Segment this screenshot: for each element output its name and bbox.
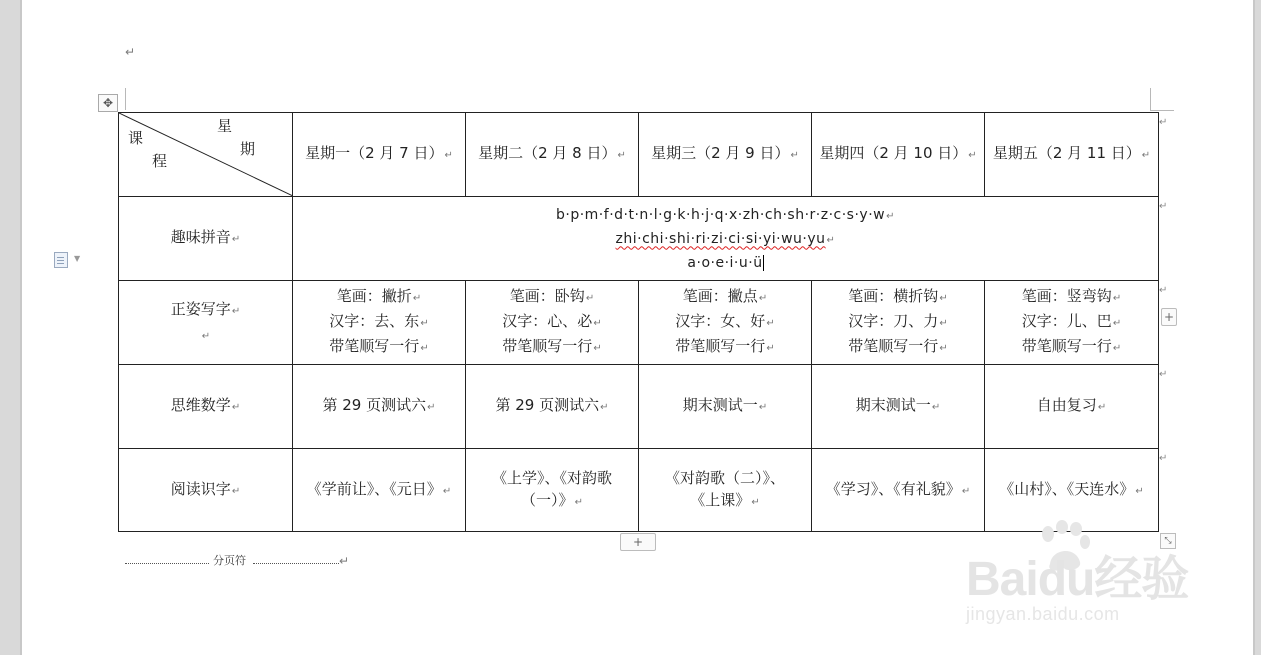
pinyin-syllables: zhi·chi·shi·ri·zi·ci·si·yi·wu·yu: [615, 230, 826, 247]
stroke-text: 笔画：撇折: [336, 287, 412, 305]
corner-label-ke: 课: [128, 129, 144, 147]
corner-label-cheng: 程: [152, 152, 168, 170]
character-text: 汉字：儿、巴: [1021, 312, 1112, 330]
page-break: [125, 552, 339, 567]
stroke-text: 笔画：卧钩: [509, 287, 585, 305]
reading-text: 《上学》、《对韵歌: [491, 468, 612, 487]
margin-corner-mark: [1150, 110, 1174, 111]
course-cell[interactable]: 趣味拼音↵: [119, 197, 293, 281]
stroke-text: 笔画：横折钩: [848, 287, 939, 305]
math-task-text: 自由复习: [1036, 396, 1097, 414]
paste-options-icon[interactable]: [54, 252, 68, 268]
page-break-label: 分页符: [213, 554, 246, 567]
row-end-mark: ↵: [1159, 453, 1168, 464]
reading-text: 《山村》、《天连水》: [999, 479, 1135, 498]
add-row-button[interactable]: +: [620, 533, 656, 551]
lesson-cell[interactable]: 笔画：横折钩↵ 汉字：刀、力↵ 带笔顺写一行↵: [812, 281, 985, 365]
practice-text: 带笔顺写一行: [848, 337, 939, 355]
course-cell[interactable]: 阅读识字↵: [119, 449, 293, 532]
margin-corner-mark: [1150, 88, 1151, 110]
pinyin-consonants: b·p·m·f·d·t·n·l·g·k·h·j·q·x·zh·ch·sh·r·z·c·s·y·w: [556, 206, 886, 223]
table-row: [119, 365, 1159, 449]
lesson-cell[interactable]: 笔画：竖弯钩↵ 汉字：儿、巴↵ 带笔顺写一行↵: [985, 281, 1159, 365]
reading-text: 《学习》、《有礼貌》: [825, 479, 961, 498]
practice-text: 带笔顺写一行: [1021, 337, 1112, 355]
practice-text: 带笔顺写一行: [502, 337, 593, 355]
pinyin-cell[interactable]: b·p·m·f·d·t·n·l·g·k·h·j·q·x·zh·ch·sh·r·z·c·s·y·w↵ zhi·chi·shi·ri·zi·ci·si·yi·wu·yu↵ a·o·e·i·u·ü: [293, 197, 1159, 281]
day-header-label: 星期四（2 月 10 日）: [819, 144, 968, 162]
day-header-cell[interactable]: 星期五（2 月 11 日）↵: [985, 113, 1159, 197]
character-text: 汉字：心、必: [502, 312, 593, 330]
schedule-table: [118, 112, 1159, 532]
lesson-cell[interactable]: 笔画：撇点↵ 汉字：女、好↵ 带笔顺写一行↵: [639, 281, 812, 365]
lesson-cell[interactable]: 自由复习↵: [985, 365, 1159, 449]
practice-text: 带笔顺写一行: [675, 337, 766, 355]
row-end-mark: ↵: [1159, 201, 1168, 212]
day-header-cell[interactable]: 星期一（2 月 7 日）↵: [293, 113, 466, 197]
watermark-url: jingyan.baidu.com: [966, 604, 1120, 624]
row-end-mark: ↵: [1159, 369, 1168, 380]
watermark-brand: Baidu: [966, 553, 1095, 606]
course-label: 思维数学: [170, 396, 231, 414]
course-label: 正姿写字: [170, 299, 231, 318]
day-header-cell[interactable]: 星期二（2 月 8 日）↵: [466, 113, 639, 197]
table-row: [119, 281, 1159, 365]
paragraph-mark: ↵: [125, 45, 136, 59]
diagonal-header-cell[interactable]: [119, 113, 293, 197]
stroke-text: 笔画：竖弯钩: [1021, 287, 1112, 305]
character-text: 汉字：女、好: [675, 312, 766, 330]
day-header-cell[interactable]: 星期三（2 月 9 日）↵: [639, 113, 812, 197]
corner-label-qi: 期: [240, 140, 256, 158]
math-task-text: 期末测试一: [855, 396, 931, 414]
practice-text: 带笔顺写一行: [329, 337, 420, 355]
reading-text: 《对韵歌（二）》、: [664, 468, 785, 487]
table-resize-handle-icon[interactable]: ⤡: [1160, 533, 1176, 549]
math-task-text: 第 29 页测试六: [322, 396, 427, 414]
character-text: 汉字：刀、力: [848, 312, 939, 330]
lesson-cell[interactable]: 期末测试一↵: [639, 365, 812, 449]
math-task-text: 第 29 页测试六: [495, 396, 600, 414]
corner-label-xing: 星: [217, 117, 233, 135]
lesson-cell[interactable]: 期末测试一↵: [812, 365, 985, 449]
course-cell[interactable]: 思维数学↵: [119, 365, 293, 449]
course-label: 趣味拼音: [170, 228, 231, 246]
day-header-label: 星期二（2 月 8 日）: [478, 144, 617, 162]
course-cell[interactable]: 正姿写字↵ ↵: [119, 281, 293, 365]
watermark-brand-cn: 经验: [1094, 553, 1189, 606]
lesson-cell[interactable]: 笔画：卧钩↵ 汉字：心、必↵ 带笔顺写一行↵: [466, 281, 639, 365]
table-header-row: [119, 113, 1159, 197]
row-end-mark: ↵: [1159, 117, 1168, 128]
lesson-cell[interactable]: 《上学》、《对韵歌 （一）》↵: [466, 449, 639, 532]
lesson-cell[interactable]: 《山村》、《天连水》↵: [985, 449, 1159, 532]
diagonal-line: [119, 113, 292, 196]
chevron-down-icon[interactable]: ▼: [74, 254, 81, 263]
reading-text: 《学前让》、《元日》: [306, 479, 442, 498]
paragraph-mark: ↵: [339, 554, 350, 568]
lesson-cell[interactable]: 《对韵歌（二）》、 《上课》↵: [639, 449, 812, 532]
page-right-edge: [1253, 0, 1255, 655]
text-cursor: [763, 255, 764, 271]
margin-corner-mark: [125, 88, 126, 110]
pinyin-vowels: a·o·e·i·u·ü: [687, 254, 763, 271]
lesson-cell[interactable]: 《学习》、《有礼貌》↵: [812, 449, 985, 532]
lesson-cell[interactable]: 第 29 页测试六↵: [293, 365, 466, 449]
day-header-label: 星期三（2 月 9 日）: [651, 144, 790, 162]
day-header-cell[interactable]: 星期四（2 月 10 日）↵: [812, 113, 985, 197]
reading-text: 《上课》: [690, 490, 751, 509]
stroke-text: 笔画：撇点: [682, 287, 758, 305]
course-label: 阅读识字: [170, 479, 231, 498]
table-move-handle-icon[interactable]: ✥: [98, 94, 118, 112]
lesson-cell[interactable]: 《学前让》、《元日》↵: [293, 449, 466, 532]
lesson-cell[interactable]: 笔画：撇折↵ 汉字：去、东↵ 带笔顺写一行↵: [293, 281, 466, 365]
day-header-label: 星期五（2 月 11 日）: [992, 144, 1141, 162]
math-task-text: 期末测试一: [682, 396, 758, 414]
reading-text: （一）》: [521, 490, 574, 509]
add-column-button[interactable]: +: [1161, 308, 1177, 326]
day-header-label: 星期一（2 月 7 日）: [305, 144, 444, 162]
row-end-mark: ↵: [1159, 285, 1168, 296]
character-text: 汉字：去、东: [329, 312, 420, 330]
baidu-jingyan-watermark: [966, 520, 1196, 630]
table-row: [119, 197, 1159, 281]
lesson-cell[interactable]: 第 29 页测试六↵: [466, 365, 639, 449]
